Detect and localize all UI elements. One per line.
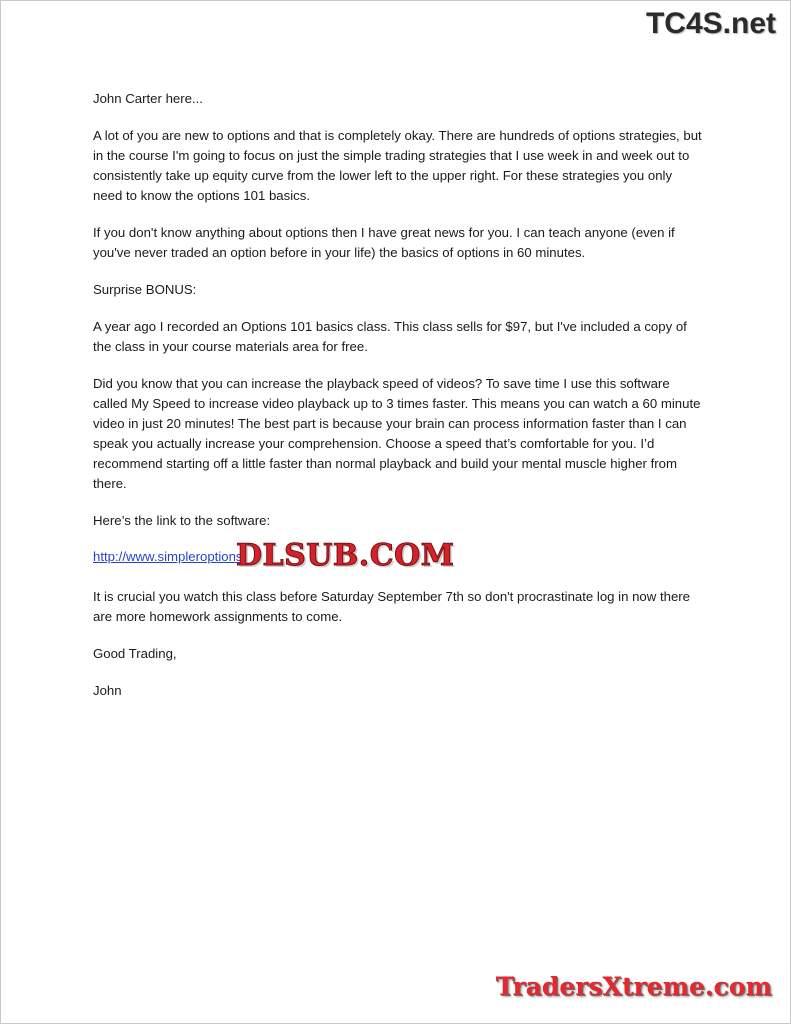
signature: John [93, 683, 122, 698]
watermark-top-right: TC4S.net [645, 7, 776, 40]
paragraph-3: A year ago I recorded an Options 101 basics class. This class sells for $97, but I've included a copy of the class in your course materials area for free. [93, 319, 687, 354]
watermark-center-stamp: DLSUB.COM [236, 538, 455, 573]
paragraph-bonus-heading: Surprise BONUS: [93, 282, 197, 297]
document-body [93, 89, 703, 718]
software-link-row [93, 538, 703, 573]
paragraph-4: Did you know that you can increase the playback speed of videos? To save time I use this software called My Speed to increase video playback up to 3 times faster. This means you can watch a 60 minute video in just 20 minutes! The best part is because your brain can process information faster than I can speak you actually increase your comprehension. Choose a speed that’s comfortable for you. I’d recommend starting off a little faster than normal playback and build your mental muscle higher from there. [93, 376, 701, 491]
paragraph-closing: It is crucial you watch this class before Saturday September 7th so don't procrastinate log in now there are more homework assignments to come. [93, 589, 690, 624]
sign-off: Good Trading, [93, 646, 177, 661]
paragraph-1: A lot of you are new to options and that is completely okay. There are hundreds of options strategies, but in the course I'm going to focus on just the simple trading strategies that I use week in and week out to consistently take up equity curve from the lower left to the upper right. For these strategies you only need to know the options 101 basics. [93, 128, 702, 203]
watermark-bottom-right: TradersXtreme.com [495, 972, 772, 1001]
paragraph-2: If you don't know anything about options then I have great news for you. I can teach anyone (even if you've never traded an option before in your life) the basics of options in 60 minutes. [93, 225, 675, 260]
software-link[interactable]: http://www.simpleroptions. [93, 549, 247, 564]
greeting-paragraph: John Carter here... [93, 91, 203, 106]
paragraph-link-intro: Here’s the link to the software: [93, 513, 271, 528]
